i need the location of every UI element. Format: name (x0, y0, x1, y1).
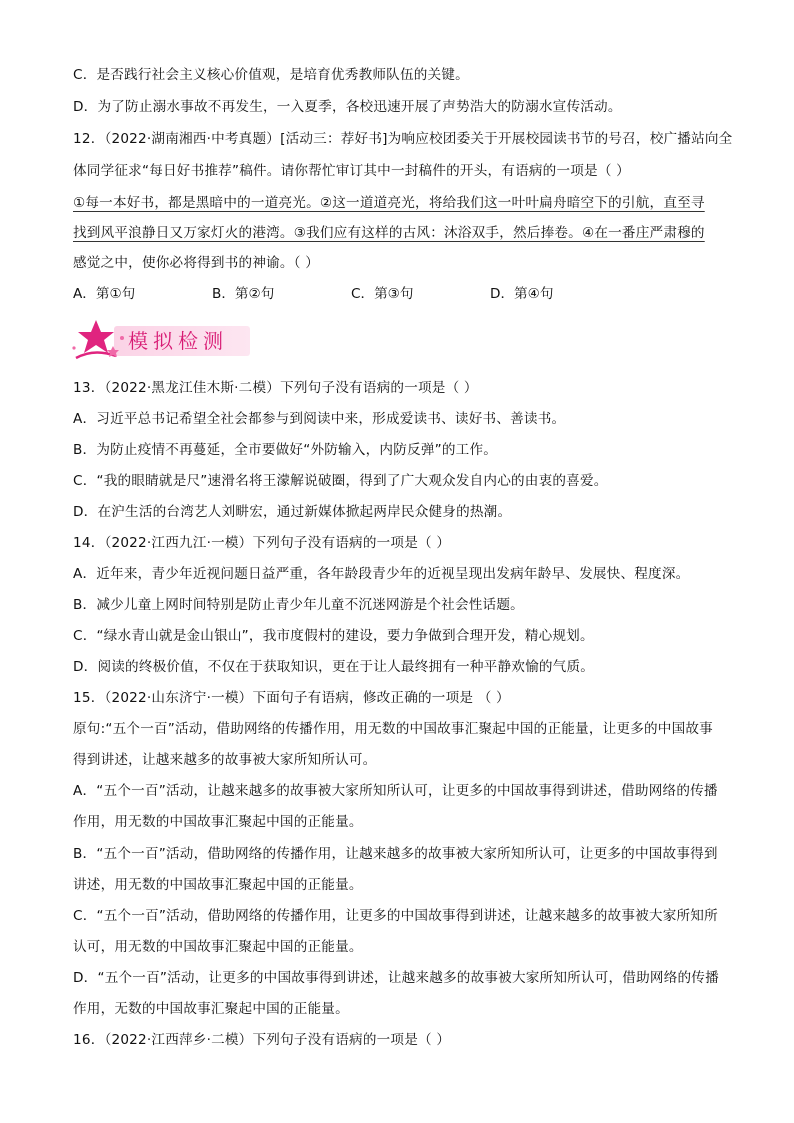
q11-option-d: D．为了防止溺水事故不再发生，一入夏季，各校迅速开展了声势浩大的防溺水宣传活动。 (73, 99, 622, 115)
q13-option-b: B．为防止疫情不再蔓延，全市要做好“外防输入，内防反弹”的工作。 (73, 442, 498, 458)
q12-option-d: D．第④句 (490, 286, 554, 302)
q15-original-line1: 原句:“五个一百”活动，借助网络的传播作用，用无数的中国故事汇聚起中国的正能量，让更多的中国故事 (73, 721, 713, 737)
q15-option-a-line1: A．“五个一百”活动，让越来越多的故事被大家所知所认可，让更多的中国故事得到讲述，借助网络的传播 (73, 783, 718, 799)
q12-option-c: C．第③句 (351, 286, 414, 302)
q13-option-d: D．在沪生活的台湾艺人刘畊宏，通过新媒体掀起两岸民众健身的热潮。 (73, 504, 512, 520)
q15-option-b-line2: 讲述，用无数的中国故事汇聚起中国的正能量。 (73, 877, 363, 893)
q12-passage-line3: 感觉之中，使你必将得到书的神谕。（ ） (73, 255, 320, 271)
q12-stem-line2: 体同学征求“每日好书推荐”稿件。请你帮忙审订其中一封稿件的开头，有语病的一项是（ ） (73, 163, 630, 179)
q16-stem: 16．（2022·江西萍乡·二模）下列句子没有语病的一项是（ ） (73, 1032, 451, 1048)
q13-option-c: C．“我的眼睛就是尺”速滑名将王濛解说破圈，得到了广大观众发自内心的由衷的喜爱。 (73, 473, 608, 489)
q14-option-d: D．阅读的终极价值，不仅在于获取知识，更在于让人最终拥有一种平静欢愉的气质。 (73, 659, 595, 675)
q15-option-d-line1: D．“五个一百”活动，让更多的中国故事得到讲述，让越来越多的故事被大家所知所认可，借助网络的传播 (73, 970, 719, 986)
q11-option-c: C．是否践行社会主义核心价值观，是培育优秀教师队伍的关键。 (73, 67, 469, 83)
q15-option-d-line2: 作用，无数的中国故事汇聚起中国的正能量。 (73, 1001, 349, 1017)
q12-passage-line1: ①每一本好书，都是黑暗中的一道亮光。②这一道道亮光，将给我们这一叶叶扁舟暗空下的引航，直至寻 (73, 195, 705, 211)
q15-option-c-line1: C．“五个一百”活动，借助网络的传播作用，让更多的中国故事得到讲述，让越来越多的故事被大家所知所 (73, 908, 718, 924)
banner-title: 模拟检测 (128, 329, 228, 353)
q15-original-line2: 得到讲述，让越来越多的故事被大家所知所认可。 (73, 752, 377, 768)
q15-option-c-line2: 认可，用无数的中国故事汇聚起中国的正能量。 (73, 939, 363, 955)
q13-option-a: A．习近平总书记希望全社会都参与到阅读中来，形成爱读书、读好书、善读书。 (73, 411, 566, 427)
q14-option-c: C．“绿水青山就是金山银山”，我市度假村的建设，要力争做到合理开发，精心规划。 (73, 628, 594, 644)
q15-option-b-line1: B．“五个一百”活动，借助网络的传播作用，让越来越多的故事被大家所知所认可，让更多的中国故事得到 (73, 846, 718, 862)
star-icon (70, 318, 130, 364)
q12-stem-line1: 12．（2022·湖南湘西·中考真题）[活动三：荐好书]为响应校团委关于开展校园读书节的号召，校广播站向全 (73, 131, 733, 147)
q12-passage-line2: 找到风平浪静日又万家灯火的港湾。③我们应有这样的古风：沐浴双手，然后捧卷。④在一番庄严肃穆的 (73, 225, 705, 241)
q12-options (73, 285, 629, 303)
q15-option-a-line2: 作用，用无数的中国故事汇聚起中国的正能量。 (73, 814, 363, 830)
q13-stem: 13．（2022·黑龙江佳木斯·二模）下列句子没有语病的一项是（ ） (73, 380, 478, 396)
q12-option-b: B．第②句 (212, 286, 275, 302)
q14-option-b: B．减少儿童上网时间特别是防止青少年儿童不沉迷网游是个社会性话题。 (73, 597, 524, 613)
q14-stem: 14．（2022·江西九江·一模）下列句子没有语病的一项是（ ） (73, 535, 451, 551)
q14-option-a: A．近年来，青少年近视问题日益严重，各年龄段青少年的近视呈现出发病年龄早、发展快、程度深。 (73, 566, 690, 582)
q12-option-a: A．第①句 (73, 286, 136, 302)
q15-stem: 15．（2022·山东济宁·一模）下面句子有语病，修改正确的一项是 （ ） (73, 690, 510, 706)
section-banner (70, 318, 252, 364)
